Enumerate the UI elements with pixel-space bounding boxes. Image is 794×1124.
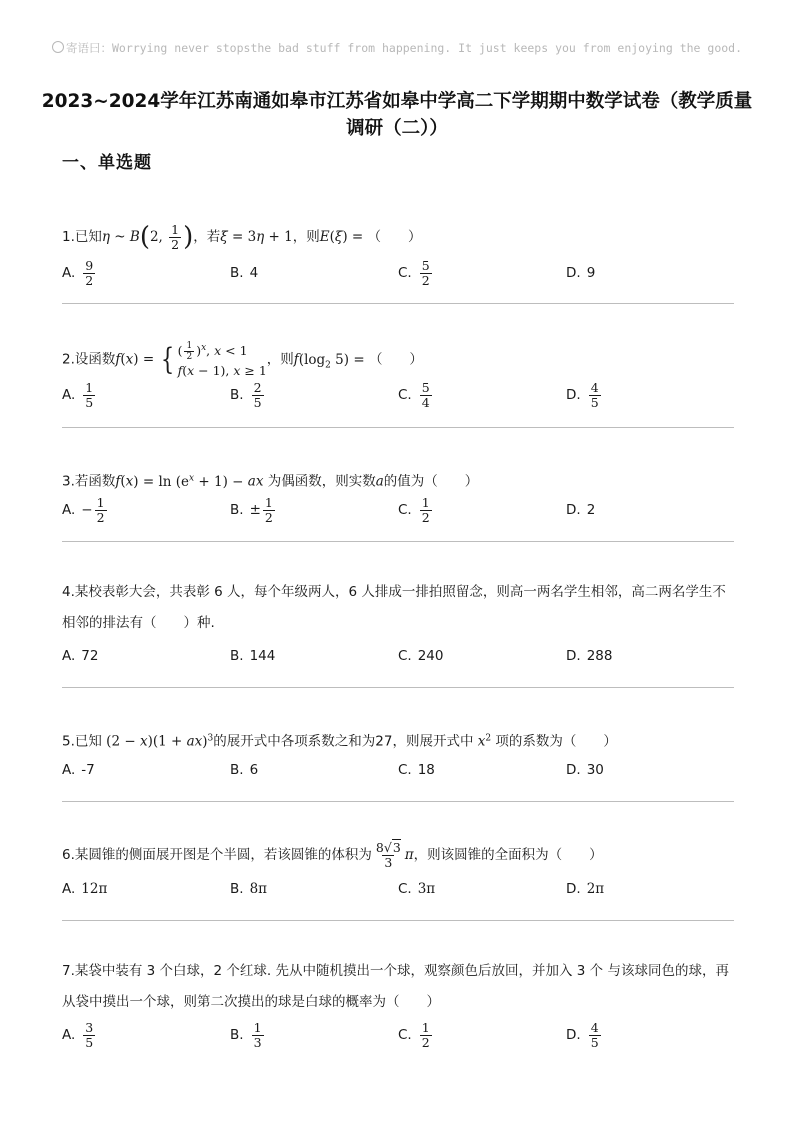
option-label: D. [566,1027,581,1043]
option-b[interactable] [230,493,277,527]
option-numerator: 1 [264,494,273,510]
option-d[interactable] [566,256,595,290]
stem-text: （ ） [367,229,422,245]
option-value: 9 [586,265,596,281]
option-a[interactable] [62,1018,97,1052]
stem-text: ，则该圆锥的全面积为（ ） [413,847,603,863]
stem-text: 的值为（ ） [383,473,479,490]
question-7-options [62,1018,738,1052]
option-b[interactable] [230,872,267,906]
option-label: C. [398,1027,412,1043]
option-label: A. [62,881,76,897]
option-denominator: 5 [253,394,262,410]
question-stem: 2.设函数f(x) = { ( $\frac{1}{2}$ )$^x$, x < 1 f(x − 1), x ≥ 1 ，则$f(\log_2$ 5) = （ ） [62,341,423,379]
option-label: B. [230,648,244,664]
question-3 [62,463,738,497]
option-value: 72 [81,648,99,664]
option-numerator: 1 [421,1019,430,1035]
question-6 [62,840,738,870]
option-numerator: 9 [85,257,94,273]
question-stem: 1.已知η ~ B(2, $\frac{1}{2}$ )，若ξ = 3η + 1，则E(ξ) = （ ） [62,221,422,252]
option-numerator: 4 [590,379,599,395]
option-label: C. [398,387,412,403]
question-1-options [62,256,738,290]
stem-text: 2.设函数 [62,351,116,368]
option-denominator: 2 [85,272,94,288]
option-denominator: 2 [421,509,430,525]
option-d[interactable] [566,753,604,787]
option-label: D. [566,502,581,518]
smiley-icon [52,41,64,53]
option-label: A. [62,387,76,403]
motto-text: 寄语曰：Worrying never stopsthe bad stuff from happening. It just keeps you from enjoying the good. [65,41,743,55]
option-c[interactable] [398,872,435,906]
option-c[interactable] [398,1018,434,1052]
option-a[interactable] [62,493,109,527]
motto-line [40,40,754,57]
option-c[interactable] [398,493,434,527]
option-d[interactable] [566,872,604,906]
option-a[interactable] [62,872,107,906]
question-stem: 5.已知 (2 − x)(1 + ax)$^3$的展开式中各项系数之和为27，则展开式中 $x^2$ 项的系数为（ ） [62,733,617,750]
option-value: 6 [249,762,259,778]
section-heading: 一、单选题 [62,153,152,173]
option-label: A. [62,265,76,281]
option-value: 3π [417,881,436,897]
option-b[interactable] [230,639,275,673]
option-denominator: 2 [421,1034,430,1050]
option-label: B. [230,1027,244,1043]
option-d[interactable] [566,639,612,673]
option-label: B. [230,265,244,281]
option-label: B. [230,762,244,778]
option-value: 240 [417,648,444,664]
option-d[interactable] [566,493,595,527]
option-numerator: 5 [421,379,430,395]
question-4 [62,577,738,639]
option-denominator: 2 [264,509,273,525]
question-stem: 7.某袋中装有 3 个白球，2 个红球. 先从中随机摸出一个球，观察颜色后放回，并加入 3 个 与该球同色的球，再从袋中摸出一个球，则第二次摸出的球是白球的概率为（ ） [62,963,729,1010]
question-2 [62,340,738,380]
option-denominator: 5 [590,394,599,410]
option-label: C. [398,881,412,897]
option-denominator: 2 [96,509,105,525]
divider [62,687,734,688]
option-a[interactable] [62,256,97,290]
option-label: A. [62,1027,76,1043]
option-c[interactable] [398,378,434,412]
option-denominator: 5 [85,394,94,410]
option-b[interactable] [230,378,266,412]
question-5 [62,723,738,757]
stem-text: 为偶函数，则实数 [267,473,376,490]
option-b[interactable] [230,1018,266,1052]
divider [62,541,734,542]
option-value: 18 [417,762,435,778]
option-denominator: 3 [253,1034,262,1050]
stem-text: 3.若函数 [62,473,116,490]
question-stem: 4.某校表彰大会，共表彰 6 人，每个年级两人，6 人排成一排拍照留念，则高一两名学生相邻，高二两名学生不相邻的排法有（ ）种. [62,584,726,631]
option-numerator: 1 [85,379,94,395]
question-7 [62,956,738,1018]
question-3-options [62,493,738,527]
option-label: A. [62,502,76,518]
option-label: D. [566,762,581,778]
divider [62,920,734,921]
option-d[interactable] [566,378,603,412]
option-label: B. [230,387,244,403]
option-denominator: 2 [421,272,430,288]
option-label: B. [230,502,244,518]
option-a[interactable] [62,378,97,412]
question-stem: 3.若函数$f(x) = \ln (e^x + 1)$ − ax 为偶函数，则实数a的值为（ ） [62,473,479,490]
option-c[interactable] [398,639,444,673]
stem-text: ，则 [266,351,294,368]
option-label: C. [398,762,412,778]
option-c[interactable] [398,753,435,787]
option-label: D. [566,648,581,664]
stem-text: 的展开式中各项系数之和为27，则展开式中 [213,733,474,750]
option-numerator: 2 [253,379,262,395]
option-denominator: 5 [590,1034,599,1050]
stem-text: 项的系数为（ ） [495,733,617,750]
option-value: 30 [586,762,604,778]
question-1 [62,222,738,252]
option-label: D. [566,387,581,403]
option-d[interactable] [566,1018,603,1052]
option-a[interactable] [62,639,98,673]
option-denominator: 4 [421,394,430,410]
option-value: 12π [81,881,108,897]
formula: η [101,229,110,245]
option-label: C. [398,265,412,281]
option-numerator: 5 [421,257,430,273]
stem-text: 5.已知 [62,733,102,750]
option-value: 8π [249,881,268,897]
option-label: D. [566,881,581,897]
stem-text: （ ） [368,351,423,368]
option-label: D. [566,265,581,281]
option-value: 2 [586,502,596,518]
option-numerator: 3 [85,1019,94,1035]
option-a[interactable] [62,753,95,787]
option-sign: ± [249,502,261,518]
option-numerator: 1 [96,494,105,510]
stem-text: ，若 [193,229,221,245]
option-label: A. [62,762,76,778]
option-b[interactable] [230,753,258,787]
option-sign: − [81,502,93,518]
question-5-options [62,753,738,787]
stem-text: 6.某圆锥的侧面展开图是个半圆，若该圆锥的体积为 [62,847,372,863]
question-stem: 6.某圆锥的侧面展开图是个半圆，若该圆锥的体积为 $\frac{8√3}{3}$ π，则该圆锥的全面积为（ ） [62,839,603,870]
option-b[interactable] [230,256,258,290]
question-2-options [62,378,738,412]
question-4-options [62,639,738,673]
option-value: 2π [586,881,605,897]
divider [62,303,734,304]
option-numerator: 4 [590,1019,599,1035]
option-value: -7 [81,762,95,778]
option-denominator: 5 [85,1034,94,1050]
option-label: C. [398,502,412,518]
divider [62,427,734,428]
option-value: 144 [249,648,276,664]
option-label: A. [62,648,76,664]
stem-text: 1.已知 [62,229,102,245]
option-label: B. [230,881,244,897]
option-value: 288 [586,648,613,664]
stem-text: ，则 [292,229,320,245]
option-c[interactable] [398,256,434,290]
option-value: 4 [249,265,259,281]
option-numerator: 1 [253,1019,262,1035]
question-6-options [62,872,738,906]
divider [62,801,734,802]
exam-title: 2023~2024学年江苏南通如皋市江苏省如皋中学高二下学期期中数学试卷（教学质量调研（二）） [41,91,753,139]
option-label: C. [398,648,412,664]
option-numerator: 1 [421,494,430,510]
